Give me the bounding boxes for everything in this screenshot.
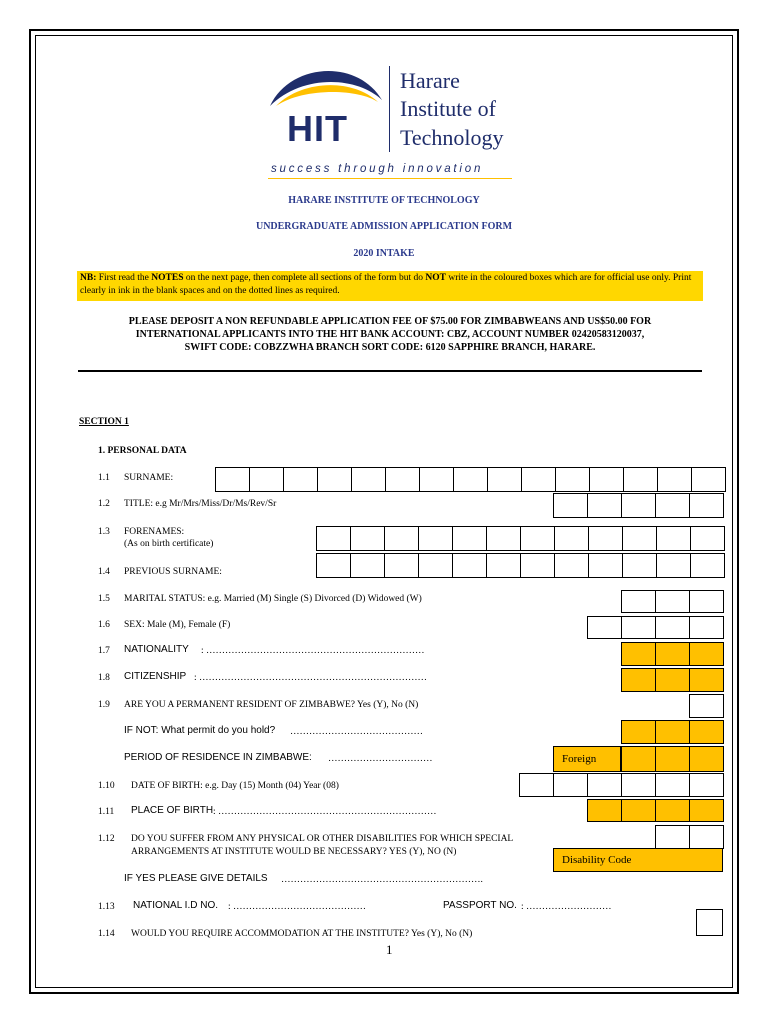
surname-char-box[interactable] (351, 467, 386, 492)
official-use-box (689, 668, 724, 692)
official-use-box (689, 720, 724, 744)
logo-name-line1: Harare (400, 68, 460, 93)
hit-logo-arc (262, 58, 387, 110)
forename-char-box[interactable] (316, 526, 351, 551)
marital-status-label: MARITAL STATUS: e.g. Married (M) Single (S) Divorced (D) Widowed (W) (124, 594, 422, 604)
deposit-instructions (80, 315, 700, 354)
logo-name-line2: Institute of (400, 96, 496, 121)
sex-char-box[interactable] (621, 616, 656, 639)
date-of-birth-boxes[interactable] (519, 773, 723, 797)
marital-status-boxes[interactable] (621, 590, 723, 613)
official-use-box (655, 642, 690, 666)
surname-char-box[interactable] (317, 467, 352, 492)
form-title: UNDERGRADUATE ADMISSION APPLICATION FORM (255, 221, 513, 232)
institute-heading: HARARE INSTITUTE OF TECHNOLOGY (288, 195, 480, 206)
nationality-official-boxes (621, 642, 723, 666)
dob-char-box[interactable] (655, 773, 690, 797)
disability-char-box[interactable] (689, 825, 724, 849)
surname-boxes[interactable] (215, 467, 725, 492)
previous-surname-char-box[interactable] (656, 553, 691, 578)
title-char-box[interactable] (553, 493, 588, 518)
nb-text1: First read the (96, 273, 152, 283)
surname-char-box[interactable] (521, 467, 556, 492)
logo-name-line3: Technology (400, 125, 504, 150)
title-char-box[interactable] (621, 493, 656, 518)
field-number-1-12: 1.12 (98, 834, 115, 844)
dob-char-box[interactable] (689, 773, 724, 797)
surname-char-box[interactable] (215, 467, 250, 492)
field-number-1-11: 1.11 (98, 807, 115, 817)
citizenship-official-boxes (621, 668, 723, 692)
permanent-resident-label: ARE YOU A PERMANENT RESIDENT OF ZIMBABWE? Yes (Y), No (N) (124, 700, 419, 710)
logo-tagline: success through innovation (271, 163, 484, 175)
surname-char-box[interactable] (385, 467, 420, 492)
nationality-label: NATIONALITY (124, 644, 189, 655)
official-use-box (621, 799, 656, 822)
official-use-box (587, 799, 622, 822)
field-number-1-6: 1.6 (98, 620, 110, 630)
disability-boxes[interactable] (655, 825, 723, 849)
forename-char-box[interactable] (350, 526, 385, 551)
horizontal-rule (78, 370, 702, 372)
intake-heading: 2020 INTAKE (353, 248, 415, 259)
resident-char-box[interactable] (689, 694, 724, 718)
title-char-box[interactable] (655, 493, 690, 518)
disability-code-box: Disability Code (553, 848, 723, 872)
field-number-1-4: 1.4 (98, 567, 110, 577)
nb-notes: NOTES (151, 273, 184, 283)
official-use-box (621, 746, 656, 772)
surname-char-box[interactable] (555, 467, 590, 492)
disability-details-dots[interactable]: ………………………………………………………. (281, 875, 483, 885)
nb-label: NB: (80, 273, 97, 283)
nb-not: NOT (425, 273, 446, 283)
forename-char-box[interactable] (588, 526, 623, 551)
official-use-box (655, 746, 690, 772)
field-number-1-13: 1.13 (98, 902, 115, 912)
official-use-box (655, 668, 690, 692)
place-of-birth-label: PLACE OF BIRTH (131, 805, 214, 816)
surname-char-box[interactable] (487, 467, 522, 492)
forenames-sublabel: (As on birth certificate) (124, 539, 214, 549)
nb-text2: on the next page, then complete all sections of the form but do (183, 273, 426, 283)
official-use-box (655, 720, 690, 744)
marital-status-char-box[interactable] (689, 590, 724, 613)
surname-char-box[interactable] (589, 467, 624, 492)
forename-char-box[interactable] (554, 526, 589, 551)
accommodation-label: WOULD YOU REQUIRE ACCOMMODATION AT THE INSTITUTE? Yes (Y), No (N) (131, 929, 473, 939)
official-use-box (655, 799, 690, 822)
logo-divider (389, 66, 390, 152)
surname-char-box[interactable] (691, 467, 726, 492)
previous-surname-char-box[interactable] (384, 553, 419, 578)
permit-label: IF NOT: What permit do you hold? (124, 725, 276, 736)
logo-abbreviation: HIT (287, 108, 348, 149)
passport-dots[interactable]: : ……………………… (521, 902, 612, 912)
surname-label: SURNAME: (124, 473, 174, 483)
foreign-code-label: Foreign (553, 746, 621, 772)
forename-char-box[interactable] (418, 526, 453, 551)
dob-char-box[interactable] (587, 773, 622, 797)
disability-char-box[interactable] (655, 825, 690, 849)
residence-period-dots[interactable]: …………………………… (328, 754, 433, 764)
residence-period-label: PERIOD OF RESIDENCE IN ZIMBABWE: (124, 752, 312, 763)
title-boxes[interactable] (553, 493, 723, 518)
place-of-birth-dots[interactable]: : …………………………………………………………… (213, 807, 437, 817)
forename-char-box[interactable] (690, 526, 725, 551)
accommodation-box[interactable] (696, 909, 723, 936)
previous-surname-char-box[interactable] (418, 553, 453, 578)
permit-official-boxes (621, 720, 723, 744)
title-char-box[interactable] (587, 493, 622, 518)
marital-status-char-box[interactable] (655, 590, 690, 613)
nb-text3: write in the coloured boxes which are for official use only. Print clearly in ink in the blank spaces and on the dotted lines as required. (80, 273, 692, 296)
forenames-label: FORENAMES: (124, 527, 185, 537)
field-number-1-9: 1.9 (98, 700, 110, 710)
sex-boxes[interactable] (587, 616, 723, 639)
page-number: 1 (386, 942, 393, 957)
field-number-1-14: 1.14 (98, 929, 115, 939)
deposit-line2: INTERNATIONAL APPLICANTS INTO THE HIT BANK ACCOUNT: CBZ, ACCOUNT NUMBER 02420583120037, (135, 329, 645, 340)
dob-char-box[interactable] (621, 773, 656, 797)
title-label: TITLE: e.g Mr/Mrs/Miss/Dr/Ms/Rev/Sr (124, 499, 277, 509)
nationality-dots[interactable]: : …………………………………………………………… (201, 646, 425, 656)
sex-label: SEX: Male (M), Female (F) (124, 620, 231, 630)
previous-surname-char-box[interactable] (316, 553, 351, 578)
previous-surname-char-box[interactable] (554, 553, 589, 578)
national-id-label: NATIONAL I.D NO. (133, 900, 219, 911)
surname-char-box[interactable] (623, 467, 658, 492)
section-title: SECTION 1 (79, 417, 129, 427)
dob-char-box[interactable] (553, 773, 588, 797)
previous-surname-label: PREVIOUS SURNAME: (124, 567, 222, 577)
previous-surname-char-box[interactable] (452, 553, 487, 578)
field-number-1-10: 1.10 (98, 781, 115, 791)
field-number-1-8: 1.8 (98, 673, 110, 683)
official-use-box (621, 720, 656, 744)
marital-status-char-box[interactable] (621, 590, 656, 613)
surname-char-box[interactable] (249, 467, 284, 492)
field-number-1-1: 1.1 (98, 473, 110, 483)
previous-surname-char-box[interactable] (486, 553, 521, 578)
previous-surname-char-box[interactable] (588, 553, 623, 578)
citizenship-label: CITIZENSHIP (124, 671, 187, 682)
official-use-box (621, 642, 656, 666)
previous-surname-char-box[interactable] (622, 553, 657, 578)
official-use-box (689, 799, 724, 822)
official-use-box (689, 746, 724, 772)
forename-char-box[interactable] (384, 526, 419, 551)
previous-surname-boxes[interactable] (316, 553, 724, 578)
surname-char-box[interactable] (283, 467, 318, 492)
surname-char-box[interactable] (453, 467, 488, 492)
official-use-box (621, 668, 656, 692)
deposit-line1: PLEASE DEPOSIT A NON REFUNDABLE APPLICATION FEE OF $75.00 FOR ZIMBABWEANS AND US$50.00 FOR (128, 316, 652, 327)
permit-dots[interactable]: …………………………………… (290, 727, 423, 737)
sex-char-box[interactable] (587, 616, 622, 639)
national-id-dots[interactable]: : …………………………………… (228, 902, 367, 912)
forename-char-box[interactable] (486, 526, 521, 551)
previous-surname-char-box[interactable] (350, 553, 385, 578)
surname-char-box[interactable] (419, 467, 454, 492)
forename-char-box[interactable] (452, 526, 487, 551)
title-char-box[interactable] (689, 493, 724, 518)
field-number-1-2: 1.2 (98, 499, 110, 509)
surname-char-box[interactable] (657, 467, 692, 492)
forenames-boxes[interactable] (316, 526, 724, 551)
previous-surname-char-box[interactable] (690, 553, 725, 578)
forename-char-box[interactable] (622, 526, 657, 551)
previous-surname-char-box[interactable] (520, 553, 555, 578)
nb-notice (77, 271, 703, 301)
passport-label: PASSPORT NO. (443, 900, 517, 911)
field-number-1-5: 1.5 (98, 594, 110, 604)
citizenship-dots[interactable]: : ……………………………………………………………… (194, 673, 428, 683)
tagline-underline (268, 178, 512, 179)
sex-char-box[interactable] (655, 616, 690, 639)
date-of-birth-label: DATE OF BIRTH: e.g. Day (15) Month (04) Year (08) (131, 781, 339, 791)
foreign-official-boxes (621, 746, 723, 772)
section-subtitle: 1. PERSONAL DATA (98, 446, 187, 456)
disability-details-label: IF YES PLEASE GIVE DETAILS (124, 873, 268, 884)
sex-char-box[interactable] (689, 616, 724, 639)
disability-label: DO YOU SUFFER FROM ANY PHYSICAL OR OTHER DISABILITIES FOR WHICH SPECIAL (131, 834, 514, 844)
official-use-box (689, 642, 724, 666)
disability-label-line2: ARRANGEMENTS AT INSTITUTE WOULD BE NECESSARY? YES (Y), NO (N) (131, 847, 457, 857)
dob-char-box[interactable] (519, 773, 554, 797)
place-of-birth-official-boxes (587, 799, 723, 822)
field-number-1-3: 1.3 (98, 527, 110, 537)
field-number-1-7: 1.7 (98, 646, 110, 656)
deposit-line3: SWIFT CODE: COBZZWHA BRANCH SORT CODE: 6120 SAPPHIRE BRANCH, HARARE. (184, 342, 596, 353)
forename-char-box[interactable] (520, 526, 555, 551)
forename-char-box[interactable] (656, 526, 691, 551)
permanent-resident-box[interactable] (689, 694, 723, 718)
